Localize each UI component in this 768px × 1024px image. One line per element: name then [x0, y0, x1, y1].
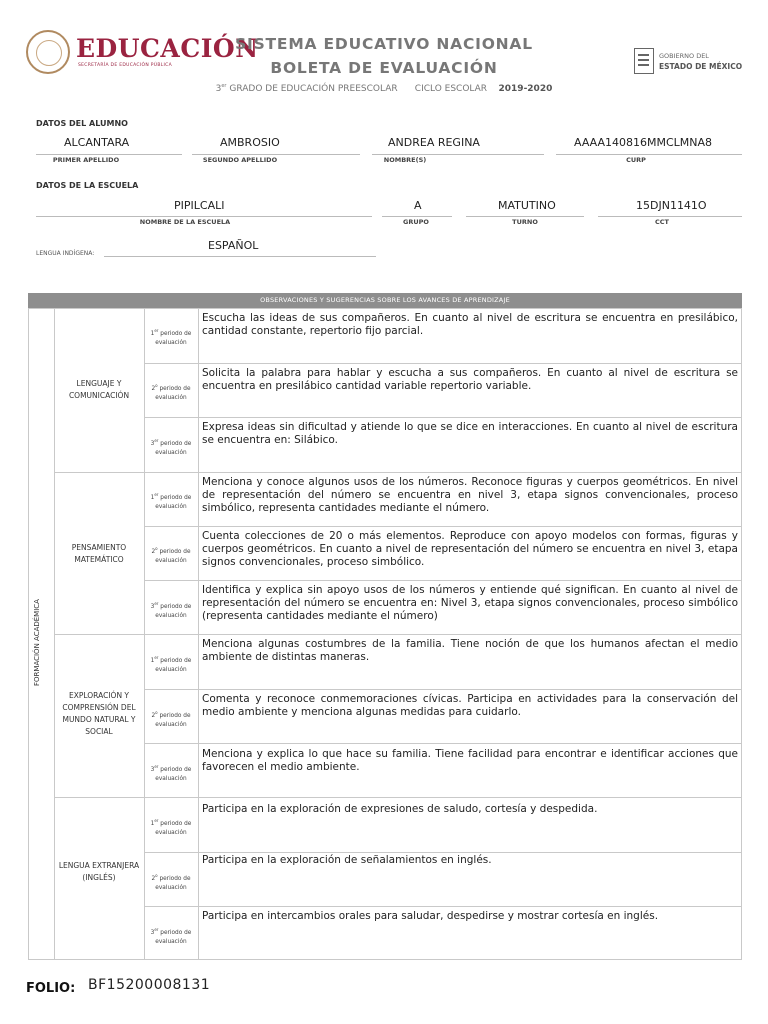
- observation-text: Expresa ideas sin dificultad y atiende lo que se dice en interacciones. En cuanto al nivel de escritura se encuentra en: Silábico.: [202, 421, 738, 446]
- page-title: SISTEMA EDUCATIVO NACIONAL: [235, 35, 533, 53]
- grupo-caption: GRUPO: [403, 218, 429, 226]
- observation-text: Comenta y reconoce conmemoraciones cívicas. Participa en actividades para la conservación del medio ambiente y menciona algunas medidas para cuidarlo.: [202, 693, 738, 718]
- grade-text: GRADO DE EDUCACIÓN PREESCOLAR: [229, 84, 398, 94]
- turno-value: MATUTINO: [498, 199, 556, 212]
- coat-of-arms-icon: [26, 30, 70, 74]
- segundo-apellido-value: AMBROSIO: [220, 136, 280, 149]
- period-label: 2$^o$ periodo de evaluación: [151, 546, 191, 564]
- sep-logo: [26, 30, 259, 80]
- observation-text: Solicita la palabra para hablar y escucha a sus compañeros. En cuanto al nivel de escritura se encuentra en presilábico cantidad variable repertorio variable.: [202, 367, 738, 392]
- observation-text: Participa en la exploración de expresiones de saludo, cortesía y despedida.: [202, 803, 598, 815]
- nombres-caption: NOMBRE(S): [383, 156, 427, 164]
- turno-line: [466, 216, 584, 217]
- lengua-label: LENGUA INDÍGENA:: [36, 250, 95, 257]
- logo-subtitle: SECRETARÍA DE EDUCACIÓN PÚBLICA: [78, 63, 172, 68]
- grupo-line: [382, 216, 452, 217]
- table-header: OBSERVACIONES Y SUGERENCIAS SOBRE LOS AVANCES DE APRENDIZAJE: [28, 293, 742, 308]
- primer-apellido-value: ALCANTARA: [64, 136, 130, 149]
- gov-logo-big: ESTADO DE MÉXICO: [659, 62, 743, 71]
- gov-logo: [634, 48, 754, 78]
- cycle-label: CICLO ESCOLAR: [414, 84, 488, 94]
- observation-text: Participa en la exploración de señalamientos en inglés.: [202, 854, 492, 866]
- turno-caption: TURNO: [512, 218, 538, 226]
- period-label: 1er periodo de evaluación: [150, 818, 192, 836]
- escuela-nombre-line: [36, 216, 372, 217]
- area-label: LENGUA EXTRANJERA (INGLÉS): [58, 861, 140, 882]
- vertical-section-label: FORMACIÓN ACADÉMICA: [33, 599, 41, 686]
- folio-label: FOLIO:: [26, 981, 76, 996]
- segundo-apellido-line: [192, 154, 360, 155]
- curp-value: AAAA140816MMCLMNA8: [574, 136, 713, 149]
- period-label: 3er periodo de evaluación: [150, 927, 192, 945]
- period-label: 3er periodo de evaluación: [150, 438, 192, 456]
- grade-suffix: er: [221, 83, 227, 89]
- folio-value: BF15200008131: [88, 977, 211, 993]
- escuela-nombre-value: PIPILCALI: [174, 199, 225, 212]
- primer-apellido-caption: PRIMER APELLIDO: [52, 156, 120, 164]
- escuela-nombre-caption: NOMBRE DE LA ESCUELA: [139, 218, 231, 226]
- lengua-value: ESPAÑOL: [208, 239, 259, 252]
- escuela-section-label: DATOS DE LA ESCUELA: [36, 181, 139, 190]
- observation-text: Identifica y explica sin apoyo usos de los números y entiende qué significan. En cuanto al nivel de representación del número se encuentra en: Nivel 3, etapa signos convencionales, proceso simbólico (representa cantidades mediante el número): [202, 584, 738, 622]
- page-subtitle: BOLETA DE EVALUACIÓN: [270, 59, 498, 77]
- cct-caption: CCT: [655, 218, 669, 226]
- observation-text: Menciona y conoce algunos usos de los números. Reconoce figuras y cuerpos geométricos. En nivel de representación del número se encuentra en nivel 3, etapa signos convencionales, proceso simbólico, representa cantidades mediante el número.: [202, 476, 738, 514]
- period-label: 2$^o$ periodo de evaluación: [151, 710, 191, 728]
- curp-caption: CURP: [626, 156, 646, 164]
- grade-line: [200, 83, 568, 94]
- observation-text: Escucha las ideas de sus compañeros. En cuanto al nivel de escritura se encuentra en presilábico, cantidad constante, repertorio fijo parcial.: [202, 312, 738, 337]
- period-label: 1er periodo de evaluación: [150, 492, 192, 510]
- period-label: 3er periodo de evaluación: [150, 601, 192, 619]
- grupo-value: A: [414, 199, 422, 212]
- observation-text: Menciona y explica lo que hace su familia. Tiene facilidad para encontrar e identificar acciones que favorecen el medio ambiente.: [202, 748, 738, 773]
- period-label: 1er periodo de evaluación: [150, 655, 192, 673]
- alumno-section-label: DATOS DEL ALUMNO: [36, 119, 128, 128]
- cct-line: [598, 216, 742, 217]
- segundo-apellido-caption: SEGUNDO APELLIDO: [202, 156, 278, 164]
- period-label: 3er periodo de evaluación: [150, 764, 192, 782]
- logo-title: EDUCACIÓN: [76, 34, 259, 63]
- period-label: 2$^o$ periodo de evaluación: [151, 873, 191, 891]
- area-label: LENGUAJE Y COMUNICACIÓN: [68, 379, 130, 400]
- observation-text: Participa en intercambios orales para saludar, despedirse y mostrar cortesía en inglés.: [202, 910, 659, 922]
- lengua-line: [104, 256, 376, 257]
- cycle-value: 2019-2020: [498, 84, 553, 94]
- observation-text: Cuenta colecciones de 20 o más elementos. Reproduce con apoyo modelos con formas, figuras y cuerpos geométricos. En cuanto a nivel de representación del número se encuentra en nivel 3, etapa signos convencionales, proceso simbólico.: [202, 530, 738, 568]
- period-label: 1er periodo de evaluación: [150, 328, 192, 346]
- nombres-value: ANDREA REGINA: [388, 136, 480, 149]
- period-label: 2$^o$ periodo de evaluación: [151, 383, 191, 401]
- grade-number: 3: [215, 84, 222, 94]
- gov-logo-small: GOBIERNO DEL: [659, 52, 709, 60]
- building-icon: [634, 48, 654, 74]
- observation-text: Menciona algunas costumbres de la familia. Tiene noción de que los humanos afectan el medio ambiente de distintas maneras.: [202, 638, 738, 663]
- cct-value: 15DJN1141O: [636, 199, 707, 212]
- area-label: PENSAMIENTO MATEMÁTICO: [71, 543, 127, 564]
- area-label: EXPLORACIÓN Y COMPRENSIÓN DEL MUNDO NATURAL Y SOCIAL: [62, 691, 136, 736]
- nombres-line: [372, 154, 544, 155]
- curp-line: [556, 154, 742, 155]
- primer-apellido-line: [36, 154, 182, 155]
